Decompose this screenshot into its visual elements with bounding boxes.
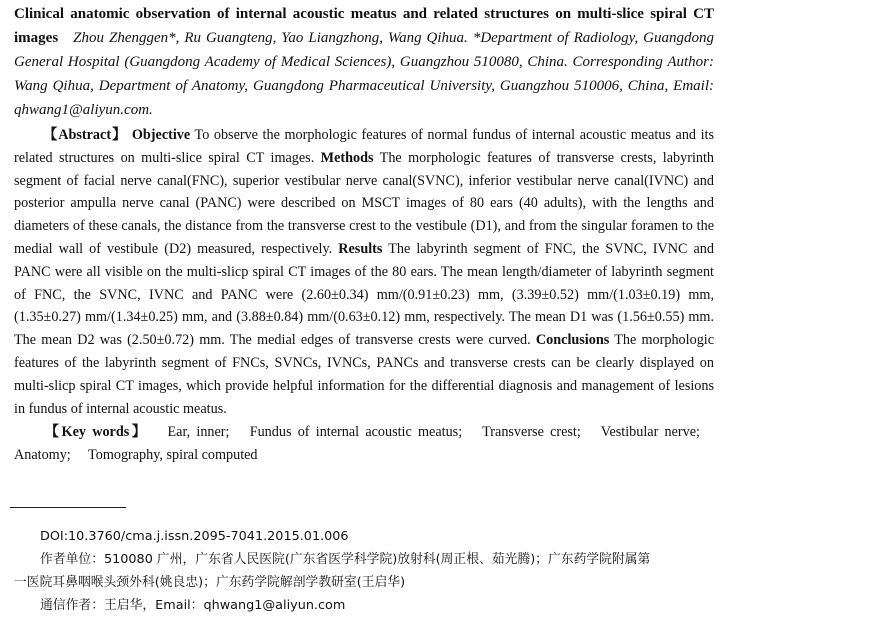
keywords-heading: 【Key words】 — [42, 424, 149, 441]
correspondence-text: 通信作者：王启华，Email：qhwang1@aliyun.com — [40, 598, 346, 613]
methods-label: Methods — [320, 149, 374, 166]
footnotes — [14, 525, 714, 617]
article-page — [14, 2, 714, 467]
keyword-item: Anatomy; — [14, 447, 71, 464]
english-title-block — [14, 2, 714, 122]
footnote-divider — [10, 507, 126, 508]
keyword-item: Ear, inner; — [167, 424, 230, 441]
conclusions-label: Conclusions — [535, 332, 610, 349]
doi-text: DOI:10.3760/cma.j.issn.2095-7041.2015.01.006 — [40, 529, 349, 544]
results-label: Results — [338, 240, 383, 257]
affiliation: *Department of Radiology, Guangdong General Hospital (Guangdong Academy of Medical Sciences), Guangzhou 510080, China. — [14, 30, 715, 70]
abstract-paragraph — [14, 124, 714, 420]
article-title: Clinical anatomic observation of internal acoustic meatus and related structures on multi-slice spiral CT images — [14, 6, 714, 46]
keyword-item: Vestibular nerve; — [600, 424, 700, 441]
author-list: Zhou Zhenggen*, Ru Guangteng, Yao Liangzhong, Wang Qihua. — [73, 30, 468, 46]
conclusions-text: The morphologic features of the labyrinth segment of FNCs, SVNCs, IVNCs, PANCs and transverse crests can be clearly displayed on multi-slicp spiral CT images, which provide helpful information for the differential diagnosis and management of lesions in fundus of internal acoustic meatus. — [14, 332, 715, 417]
objective-text: To observe the morphologic features of normal fundus of internal acoustic meatus and its related structures on multi-slice spiral CT images. — [14, 127, 714, 166]
results-text: The labyrinth segment of FNC, the SVNC, IVNC and PANC were all visible on the multi-slicp spiral CT images of the 80 ears. The mean length/diameter of labyrinth segment of FNC, the SVNC, IVNC and PANC were (2.60±0.34) mm/(0.91±0.23) mm, (3.39±0.52) mm/(1.03±0.19) mm, (1.35±0.27) mm/(1.34±0.25) mm, and (3.88±0.84) mm/(0.63±0.12) mm, respectively. The mean D1 was (1.56±0.55) mm. The mean D2 was (2.50±0.72) mm. The medial edges of transverse crests were curved. — [14, 240, 714, 349]
abstract-heading: 【Abstract】 — [42, 127, 128, 143]
author-unit-line-1: 作者单位：510080 广州，广东省人民医院(广东省医学科学院)放射科(周正根、茹光腾)；广东药学院附属第 — [40, 552, 651, 567]
keyword-item: Tomography, spiral computed — [88, 447, 258, 464]
methods-text: The morphologic features of transverse crests, labyrinth segment of facial nerve canal(FNC), superior vestibular nerve canal(SVNC), inferior vestibular nerve canal(IVNC) and posterior ampulla nerve canal (PANC) were described on MSCT images of 80 ears (40 adults), with the lengths and diameters of these canals, the distance from the transverse crest to the vestibule (D1), and from the singular foramen to the medial wall of vestibule (D2) measured, respectively. — [14, 149, 715, 257]
keywords-paragraph — [14, 421, 714, 467]
keyword-item: Transverse crest; — [482, 424, 581, 441]
author-unit-line-2: 一医院耳鼻咽喉头颈外科(姚良忠)；广东药学院解剖学教研室(王启华) — [14, 575, 406, 590]
corresponding-author: Corresponding Author: Wang Qihua, Department of Anatomy, Guangdong Pharmaceutical University, Guangzhou 510006, China, Email: qhwang1@aliyun.com. — [14, 54, 714, 118]
objective-label: Objective — [131, 127, 191, 143]
keyword-item: Fundus of internal acoustic meatus; — [249, 424, 463, 441]
